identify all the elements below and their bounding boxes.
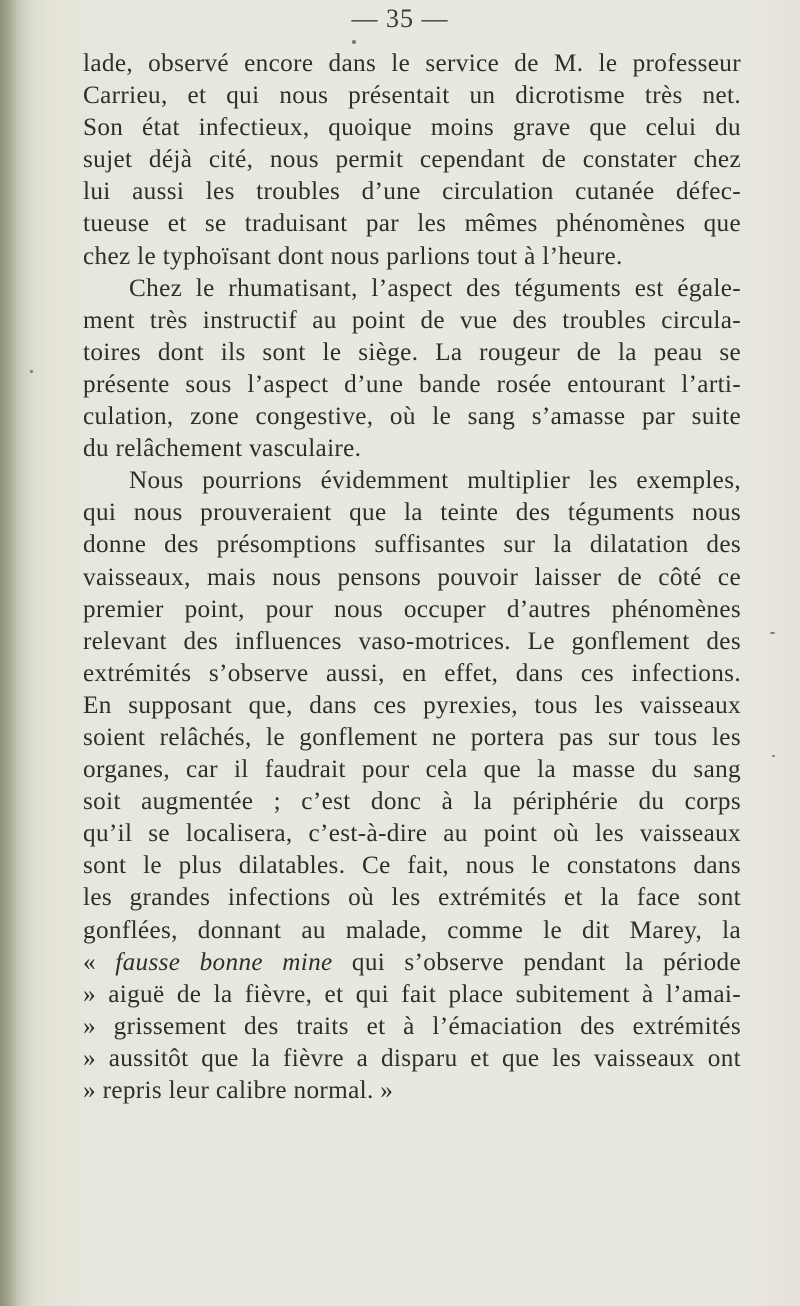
text-line: qu’il se localisera, c’est-à-dire au point où les vaisseaux xyxy=(83,820,741,848)
text-line: Nous pourrions évidemment multiplier les exemples, xyxy=(129,467,741,495)
quote-first-line-rest: qui s’observe pendant la période xyxy=(332,948,741,976)
text-line: soit augmentée ; c’est donc à la périphérie du corps xyxy=(83,788,741,816)
text-line: présente sous l’aspect d’une bande rosée entourant l’arti- xyxy=(83,370,741,398)
text-line: ment très instructif au point de vue des troubles circula- xyxy=(83,306,741,334)
text-line: sont le plus dilatables. Ce fait, nous le constatons dans xyxy=(83,852,741,880)
body-text xyxy=(83,48,741,1107)
text-line: donne des présomptions suffisantes sur la dilatation des xyxy=(83,531,741,559)
text-line: En supposant que, dans ces pyrexies, tous les vaisseaux xyxy=(83,691,741,719)
paper-speck xyxy=(30,370,33,373)
quote-open-mark: « xyxy=(83,948,116,976)
text-line: soient relâchés, le gonflement ne portera pas sur tous les xyxy=(83,723,741,751)
quote-line: » aussitôt que la fièvre a disparu et que les vaisseaux ont xyxy=(83,1044,741,1072)
text-line: lui aussi les troubles d’une circulation cutanée défec- xyxy=(83,178,741,206)
text-line: du relâchement vasculaire. xyxy=(83,435,362,463)
quote-line: » aiguë de la fièvre, et qui fait place subitement à l’amai- xyxy=(83,980,741,1008)
text-line: organes, car il faudrait pour cela que la masse du sang xyxy=(83,756,741,784)
text-line: culation, zone congestive, où le sang s’amasse par suite xyxy=(83,403,741,431)
text-line: chez le typhoïsant dont nous parlions tout à l’heure. xyxy=(83,242,623,270)
quote-italic-phrase: fausse bonne mine xyxy=(115,948,333,976)
text-line: premier point, pour nous occuper d’autres phénomènes xyxy=(83,595,741,623)
paper-speck xyxy=(770,632,775,634)
quote-line: » repris leur calibre normal. » xyxy=(83,1077,394,1104)
page-number: — 35 — xyxy=(351,4,449,33)
text-line: toires dont ils sont le siège. La rougeur de la peau se xyxy=(83,338,741,366)
text-line: tueuse et se traduisant par les mêmes phénomènes que xyxy=(83,210,741,238)
text-line: les grandes infections où les extrémités et la face sont xyxy=(83,884,741,912)
quote-line: » grissement des traits et à l’émaciation des extrémités xyxy=(83,1012,741,1040)
text-line: extrémités s’observe aussi, en effet, dans ces infections. xyxy=(83,659,741,687)
text-line: Son état infectieux, quoique moins grave que celui du xyxy=(83,114,741,142)
text-line: vaisseaux, mais nous pensons pouvoir laisser de côté ce xyxy=(83,563,741,591)
paper-speck xyxy=(352,40,356,44)
quote-first-line xyxy=(83,947,741,979)
text-line: gonflées, donnant au malade, comme le dit Marey, la xyxy=(83,916,741,944)
text-line: lade, observé encore dans le service de M. le professeur xyxy=(83,50,741,77)
text-line: Chez le rhumatisant, l’aspect des téguments est égale- xyxy=(129,274,741,302)
page-binding-shadow xyxy=(0,0,18,1306)
text-line: qui nous prouveraient que la teinte des téguments nous xyxy=(83,499,741,527)
text-line: sujet déjà cité, nous permit cependant de constater chez xyxy=(83,146,741,174)
text-line: Carrieu, et qui nous présentait un dicrotisme très net. xyxy=(83,82,741,110)
paper-speck xyxy=(772,755,775,757)
text-line: relevant des influences vaso-motrices. Le gonflement des xyxy=(83,627,741,655)
